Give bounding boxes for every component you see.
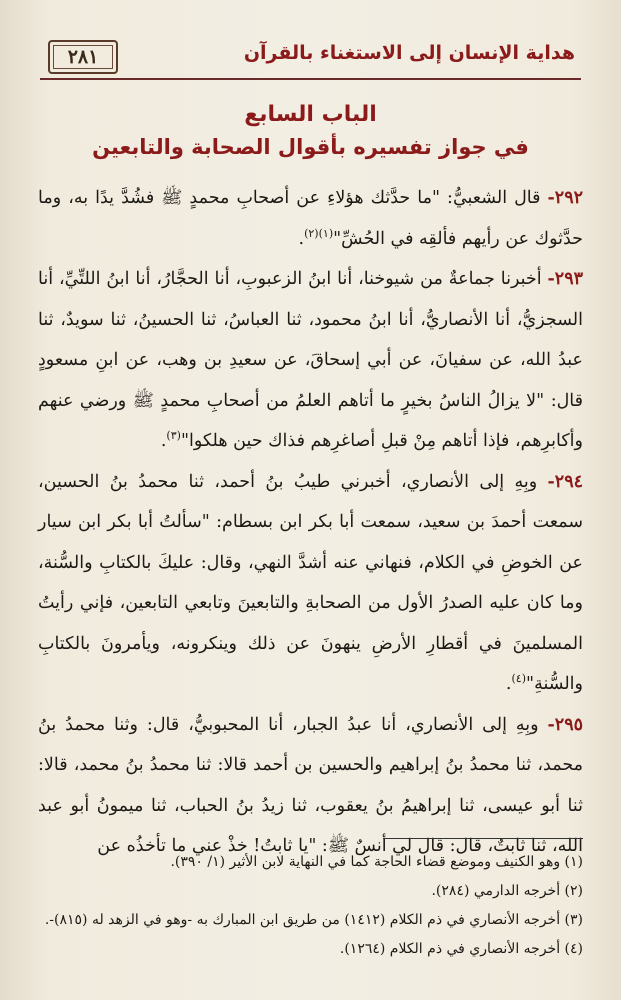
paragraph-292 [38, 178, 583, 259]
footnote-ref: (٣) [166, 429, 181, 443]
footnotes [38, 848, 583, 964]
chapter-title: الباب السابع [244, 102, 377, 127]
footnote-3: (٣) أخرجه الأنصاري في ذم الكلام (١٤١٢) من طريق ابن المبارك به -وهو في الزهد له (٨١٥)-. [44, 912, 583, 928]
paragraph-text: قال الشعبيُّ: "ما حدَّثك هؤلاءِ عن أصحابِ محمدٍ ﷺ فشُدَّ يدًا به، وما حدَّثوك عن رأيهم فألقِه في الحُشِّ" [38, 188, 583, 249]
main-text [38, 178, 583, 867]
footnote-1: (١) وهو الكنيف وموضع قضاء الحاجة كما في النهاية لابن الأثير (١/ ٣٩٠). [170, 854, 583, 870]
paragraph-293 [38, 259, 583, 462]
footnote-separator [383, 838, 583, 839]
footnote-4: (٤) أخرجه الأنصاري في ذم الكلام (١٢٦٤). [339, 941, 583, 957]
running-title: هداية الإنسان إلى الاستغناء بالقرآن [243, 42, 575, 64]
paragraph-295 [38, 705, 583, 867]
paragraph-tail: . [160, 431, 167, 451]
paragraph-tail: . [298, 228, 305, 249]
paragraph-text: وبِهِ إلى الأنصاري، أخبرني طيبُ بنُ أحمد، ثنا محمدُ بنُ الحسين، سمعت أحمدَ بن سعيد، سمعت أبا بكر ابن بسطام: "سألتُ أبا بكر ابن سيار عن الخوضِ في الكلام، فنهاني عنه أشدَّ النهي، وقال: عليكَ بالكتابِ والسُّنة، وما كان عليه الصدرُ الأول من الصحابةِ والتابعينَ وتابعي التابعين، فإني رأيتُ المسلمينَ في أقطارِ الأرضِ ينهونَ عن ذلك وينكرونه، ويأمرونَ بالكتابِ والسُّنةِ" [38, 471, 583, 694]
footnote-ref: (٤) [511, 672, 527, 686]
paragraph-number: ٢٩٥- [547, 714, 583, 735]
paragraph-text: أخبرنا جماعةٌ من شيوخنا، أنا ابنُ الزعبوبِ، أنا الحجَّارُ، أنا ابنُ اللتِّيِّ، أنا السجزيُّ، أنا الأنصاريُّ، أنا ابنُ محمود، ثنا العباسُ، ثنا الحسينُ، ثنا سويدٌ، ثنا عبدُ الله، عن سفيانَ، عن أبي إسحاقَ، عن سعيدِ بن وهب، عن ابنِ مسعودٍ قال: "لا يزالُ الناسُ بخيرٍ ما أتاهم العلمُ من أصحابِ محمدٍ ﷺ ورضي عنهم وأكابرِهم، فإذا أتاهم مِنْ قبلِ أصاغرِهم فذاك حين هلكوا" [38, 269, 583, 451]
paragraph-number: ٢٩٣- [547, 269, 583, 289]
chapter-subtitle: في جواز تفسيره بأقوال الصحابة والتابعين [92, 135, 529, 159]
page-number: ٢٨١ [48, 40, 118, 74]
paragraph-tail: . [505, 674, 512, 694]
page-header [40, 38, 581, 80]
footnote-ref: (١)(٢) [304, 226, 334, 240]
paragraph-294 [38, 462, 583, 705]
header-rule [40, 78, 581, 80]
chapter-heading [40, 100, 581, 164]
paragraph-number: ٢٩٤- [547, 471, 583, 492]
footnote-2: (٢) أخرجه الدارمي (٢٨٤). [431, 883, 583, 899]
paragraph-text: وبِهِ إلى الأنصاري، أنا عبدُ الجبار، أنا المحبوبيُّ، قال: وثنا محمدُ بنُ محمد، ثنا محمدُ بنُ إبراهيم والحسين بن أحمد قالا: ثنا محمدُ بنُ محمد، قالا: ثنا أبو عيسى، ثنا إبراهيمُ بنُ يعقوب، ثنا زيدُ بنُ الحباب، ثنا ميمونُ أبو عبد الله، ثنا ثابتٌ، قال: قال لي أنسٌ ﷺ: "يا ثابتُ! خذْ عني ما تأخذُه عن [38, 714, 583, 856]
paragraph-number: ٢٩٢- [547, 188, 583, 208]
